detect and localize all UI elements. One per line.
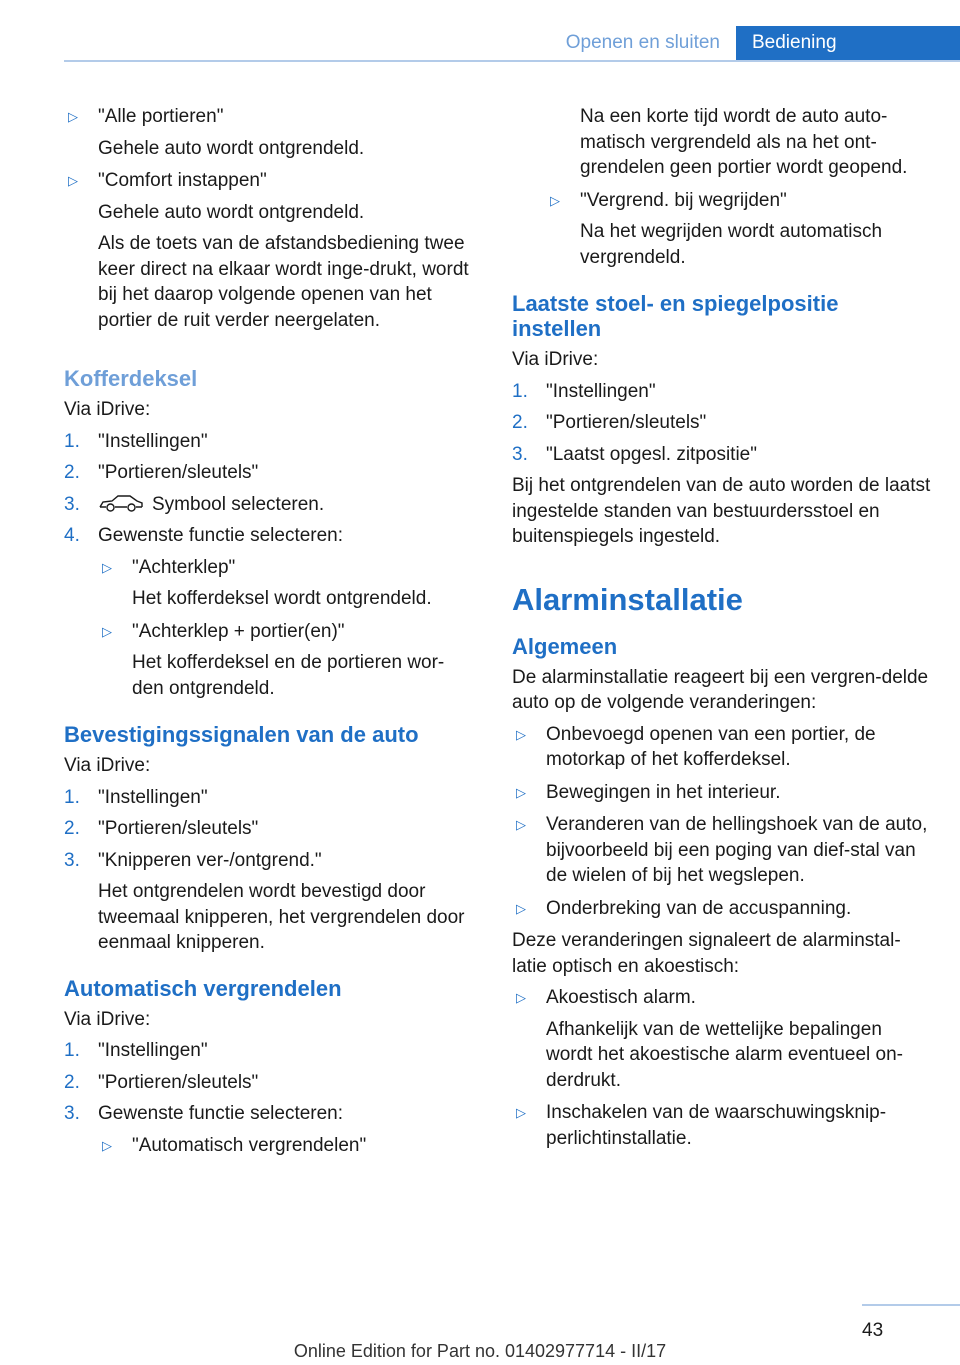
triangle-bullet-icon: ▷ <box>102 623 112 639</box>
triangle-bullet-icon: ▷ <box>516 726 526 742</box>
triangle-bullet-icon: ▷ <box>68 109 78 124</box>
option-title: "Achterklep + portier(en)" <box>132 620 345 642</box>
step-text: "Portieren/sleutels" <box>98 462 259 483</box>
list-item <box>546 188 932 271</box>
section-heading-kofferdeksel: Kofferdeksel <box>64 366 198 391</box>
list-item <box>512 722 932 773</box>
header-chapter-tab: Bediening <box>736 26 960 62</box>
triangle-bullet-icon: ▷ <box>102 559 112 575</box>
option-title: "Vergrend. bij wegrijden" <box>580 189 787 211</box>
step-text: "Instellingen" <box>98 786 208 808</box>
step-item <box>64 816 474 842</box>
triangle-bullet-icon: ▷ <box>516 817 526 832</box>
step-text: "Knipperen ver-/ontgrend." <box>98 849 322 871</box>
step-text: "Laatst opgesl. zitpositie" <box>546 443 757 465</box>
list-item <box>64 104 474 161</box>
triangle-bullet-icon: ▷ <box>516 900 526 916</box>
triangle-bullet-icon: ▷ <box>550 192 560 208</box>
left-column <box>64 104 474 1165</box>
header-section: Openen en sluiten <box>565 32 720 53</box>
section-heading-algemeen: Algemeen <box>512 633 618 659</box>
triangle-bullet-icon: ▷ <box>516 1105 526 1120</box>
list-item <box>512 896 932 922</box>
option-title: "Achterklep" <box>132 556 236 578</box>
step-item <box>64 429 474 455</box>
trigger-text: Onbevoegd openen van een portier, de motorkap of het kofferdeksel. <box>546 723 876 770</box>
option-title: "Automatisch vergrendelen" <box>132 1134 367 1156</box>
list-item <box>512 985 932 1093</box>
page-number: 43 <box>862 1320 884 1341</box>
step-text: Gewenste functie selecteren: <box>98 525 344 546</box>
list-item <box>98 555 474 612</box>
option-desc: Gehele auto wordt ontgrendeld. <box>98 137 365 159</box>
step-text: "Instellingen" <box>98 1040 208 1061</box>
option-desc: Als de toets van de afstandsbediening twee keer direct na elkaar wordt inge-drukt, wordt bij het daarop volgende openen van het portier de ruit verder neergelaten. <box>98 233 469 331</box>
step-text: "Portieren/sleutels" <box>546 412 707 433</box>
step-number: 2. <box>64 1071 80 1093</box>
step-text: "Portieren/sleutels" <box>98 818 259 839</box>
step-number: 3. <box>64 849 80 871</box>
list-item <box>98 1133 474 1159</box>
step-number: 4. <box>64 525 80 546</box>
step-number: 2. <box>512 412 528 433</box>
body-text: Deze veranderingen signaleert de alarminstal-latie optisch en akoestisch: <box>512 930 901 977</box>
option-desc: Na het wegrijden wordt automatisch vergrendeld. <box>580 221 883 268</box>
step-item <box>64 785 474 811</box>
step-item <box>512 410 932 436</box>
option-title: "Comfort instappen" <box>98 170 267 191</box>
page-number-rule <box>862 1304 960 1306</box>
option-desc: Het kofferdeksel wordt ontgrendeld. <box>132 588 432 609</box>
step-text: "Instellingen" <box>546 380 656 402</box>
triangle-bullet-icon: ▷ <box>68 173 78 188</box>
body-text: Bij het ontgrendelen van de auto worden de laatst ingestelde standen van bestuurdersstoel en buitenspiegels ingesteld. <box>512 475 931 547</box>
step-item <box>64 460 474 486</box>
option-title: "Alle portieren" <box>98 106 224 127</box>
step-number: 1. <box>64 430 80 452</box>
intro-text: Via iDrive: <box>64 1008 151 1030</box>
intro-text: Via iDrive: <box>64 755 151 776</box>
step-item <box>64 492 474 518</box>
option-title: Akoestisch alarm. <box>546 987 696 1008</box>
car-trunk-icon <box>98 493 144 513</box>
triangle-bullet-icon: ▷ <box>516 784 526 800</box>
trigger-text: Onderbreking van de accuspanning. <box>546 897 852 919</box>
step-item <box>64 523 474 549</box>
intro-text: Via iDrive: <box>512 349 599 370</box>
section-heading-bevestigingssignalen: Bevestigingssignalen van de auto <box>64 722 419 747</box>
section-heading-automatisch-vergrendelen: Automatisch vergrendelen <box>64 975 342 1001</box>
header-rule <box>64 60 960 62</box>
section-heading-laatste-positie: Laatste stoel- en spiegelpositie instellen <box>512 291 839 341</box>
list-item <box>512 780 932 806</box>
step-item <box>512 442 932 468</box>
step-item <box>64 1070 474 1096</box>
step-number: 2. <box>64 818 80 839</box>
step-item <box>512 379 932 405</box>
step-number: 3. <box>512 443 528 465</box>
triangle-bullet-icon: ▷ <box>516 990 526 1005</box>
option-desc: Gehele auto wordt ontgrendeld. <box>98 201 365 223</box>
step-item <box>64 1038 474 1064</box>
step-text: "Portieren/sleutels" <box>98 1071 259 1093</box>
list-item <box>64 168 474 333</box>
step-number: 3. <box>64 493 80 515</box>
step-text: "Instellingen" <box>98 430 208 452</box>
option-desc-continued: Na een korte tijd wordt de auto auto-matisch vergrendeld als na het ont-grendelen geen portier wordt geopend. <box>580 106 908 178</box>
step-number: 3. <box>64 1103 80 1124</box>
step-text: Gewenste functie selecteren: <box>98 1103 344 1124</box>
list-item <box>512 812 932 889</box>
step-item <box>64 1101 474 1127</box>
step-number: 1. <box>512 380 528 402</box>
triangle-bullet-icon: ▷ <box>102 1137 112 1153</box>
option-title: Inschakelen van de waarschuwingsknip-perlichtinstallatie. <box>546 1102 887 1149</box>
list-item <box>512 1100 932 1151</box>
option-desc: Het kofferdeksel en de portieren wor-den ontgrendeld. <box>132 652 445 699</box>
step-number: 1. <box>64 1040 80 1061</box>
trigger-text: Veranderen van de hellingshoek van de auto, bijvoorbeeld bij een poging van dief-stal van de wielen of bij het wegslepen. <box>546 814 928 886</box>
body-text: De alarminstallatie reageert bij een vergren-delde auto op de volgende veranderingen: <box>512 666 929 713</box>
trigger-text: Bewegingen in het interieur. <box>546 781 781 803</box>
footer-edition: Online Edition for Part no. 01402977714 - II/17 <box>293 1341 667 1361</box>
step-text: Symbool selecteren. <box>152 493 325 515</box>
right-column <box>512 104 932 1158</box>
intro-text: Via iDrive: <box>64 399 151 420</box>
chapter-title-alarminstallatie: Alarminstallatie <box>512 581 743 617</box>
step-extra: Het ontgrendelen wordt bevestigd door tweemaal knipperen, het vergrendelen door eenmaal knipperen. <box>98 881 465 953</box>
step-number: 2. <box>64 462 80 483</box>
step-item <box>64 848 474 956</box>
option-desc: Afhankelijk van de wettelijke bepalingen wordt het akoestische alarm eventueel on-derdrukt. <box>546 1018 903 1091</box>
list-item <box>98 619 474 702</box>
step-number: 1. <box>64 786 80 808</box>
